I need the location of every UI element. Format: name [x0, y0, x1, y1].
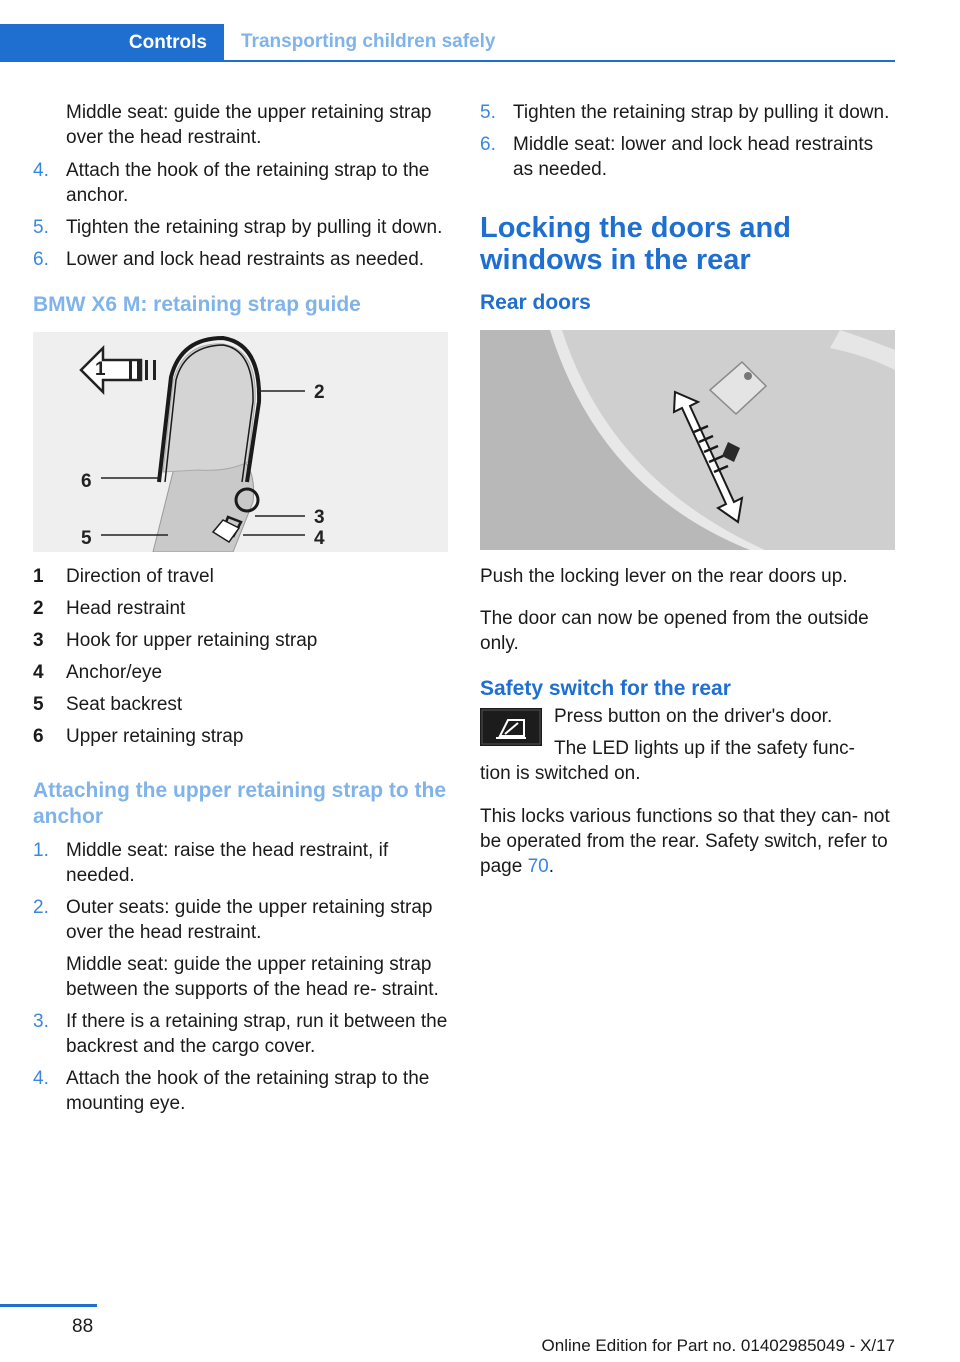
step-text: Attach the hook of the retaining strap to the mounting eye.: [66, 1068, 430, 1114]
door-open-text: The door can now be opened from the outside only.: [480, 608, 869, 654]
list-item: [33, 838, 449, 888]
rear-door-figure: [480, 330, 895, 550]
step-number: 6.: [33, 249, 49, 270]
period: .: [548, 856, 554, 877]
rear-doors-heading: Rear doors: [480, 291, 591, 314]
left-column: [33, 100, 449, 1123]
callout-2: 2: [314, 382, 325, 403]
legend-item: [33, 630, 449, 662]
callout-3: 3: [314, 507, 325, 528]
step-number: 4.: [33, 1068, 49, 1089]
rear-door-illustration: [480, 330, 895, 550]
legend-item: [33, 566, 449, 598]
guide-heading: BMW X6 M: retaining strap guide: [33, 293, 361, 316]
locks-functions-text: [480, 804, 896, 879]
step-text: Middle seat: raise the head restraint, if needed.: [66, 840, 389, 886]
callout-5: 5: [81, 528, 92, 549]
page-number: 88: [72, 1316, 94, 1337]
safety-switch-heading: Safety switch for the rear: [480, 677, 731, 700]
list-item: [33, 952, 449, 1002]
step-text: Middle seat: lower and lock head restraints as needed.: [513, 134, 874, 180]
legend-number: 1: [33, 566, 44, 587]
step-text: Middle seat: guide the upper retaining strap between the supports of the head re‐ straint.: [66, 954, 439, 1000]
intro-text: Middle seat: guide the upper retaining strap over the head restraint.: [66, 102, 432, 148]
list-item: [33, 1009, 449, 1059]
press-button-text: Press button on the driver's door.: [554, 706, 833, 727]
step-text: Outer seats: guide the upper retaining strap over the head restraint.: [66, 897, 433, 943]
edition-text: Online Edition for Part no. 01402985049 - X/17: [541, 1336, 895, 1355]
page-header: [0, 24, 895, 62]
figure-legend: [33, 566, 449, 758]
list-item: [33, 1066, 449, 1116]
step-number: 2.: [33, 897, 49, 918]
callout-4: 4: [314, 528, 325, 549]
step-number: 3.: [33, 1011, 49, 1032]
callout-1: 1: [95, 359, 106, 380]
retaining-strap-illustration: [33, 332, 448, 552]
list-item: [480, 100, 896, 125]
step-number: 4.: [33, 160, 49, 181]
right-column: [480, 100, 896, 879]
section-tab-transporting-children[interactable]: Transporting children safely: [241, 31, 496, 52]
led-text-line-1: The LED lights up if the safety func‐: [554, 738, 855, 759]
attach-heading: Attaching the upper retaining strap to the anchor: [33, 779, 447, 828]
callout-6: 6: [81, 471, 92, 492]
legend-item: [33, 726, 449, 758]
step-text: Tighten the retaining strap by pulling it down.: [513, 102, 890, 123]
legend-text: Head restraint: [66, 598, 186, 619]
legend-item: [33, 598, 449, 630]
legend-item: [33, 694, 449, 726]
steps-list-right: [480, 100, 896, 182]
locks-text: This locks various functions so that they can‐ not be operated from the rear. Safety switch, refer to page: [480, 806, 890, 877]
step-text: If there is a retaining strap, run it between the backrest and the cargo cover.: [66, 1011, 448, 1057]
legend-number: 2: [33, 598, 44, 619]
page-ref-link[interactable]: 70: [527, 856, 549, 877]
retaining-strap-figure: [33, 332, 448, 552]
list-item: [33, 158, 449, 208]
footer-bar: [0, 1304, 97, 1307]
list-item: [480, 132, 896, 182]
legend-text: Upper retaining strap: [66, 726, 244, 747]
section-tab-controls[interactable]: Controls: [0, 24, 224, 62]
step-number: 6.: [480, 134, 496, 155]
legend-number: 3: [33, 630, 44, 651]
list-item: [33, 247, 449, 272]
led-text-line-2: tion is switched on.: [480, 763, 641, 784]
legend-item: [33, 662, 449, 694]
steps-list-b: [33, 838, 449, 1116]
step-number: 1.: [33, 840, 49, 861]
legend-text: Seat backrest: [66, 694, 183, 715]
step-text: Attach the hook of the retaining strap to the anchor.: [66, 160, 430, 206]
legend-number: 4: [33, 662, 44, 683]
steps-list-a: [33, 158, 449, 272]
locking-heading: Locking the doors and windows in the rear: [480, 212, 791, 276]
step-text: Lower and lock head restraints as needed.: [66, 249, 425, 270]
step-number: 5.: [33, 217, 49, 238]
step-text: Tighten the retaining strap by pulling it down.: [66, 217, 443, 238]
safety-switch-button-icon: [480, 708, 542, 746]
legend-number: 6: [33, 726, 44, 747]
safety-switch-block: [480, 704, 896, 786]
legend-text: Direction of travel: [66, 566, 214, 587]
legend-text: Anchor/eye: [66, 662, 163, 683]
legend-number: 5: [33, 694, 44, 715]
legend-text: Hook for upper retaining strap: [66, 630, 318, 651]
step-number: 5.: [480, 102, 496, 123]
push-lever-text: Push the locking lever on the rear doors up.: [480, 566, 848, 587]
list-item: [33, 895, 449, 945]
list-item: [33, 215, 449, 240]
